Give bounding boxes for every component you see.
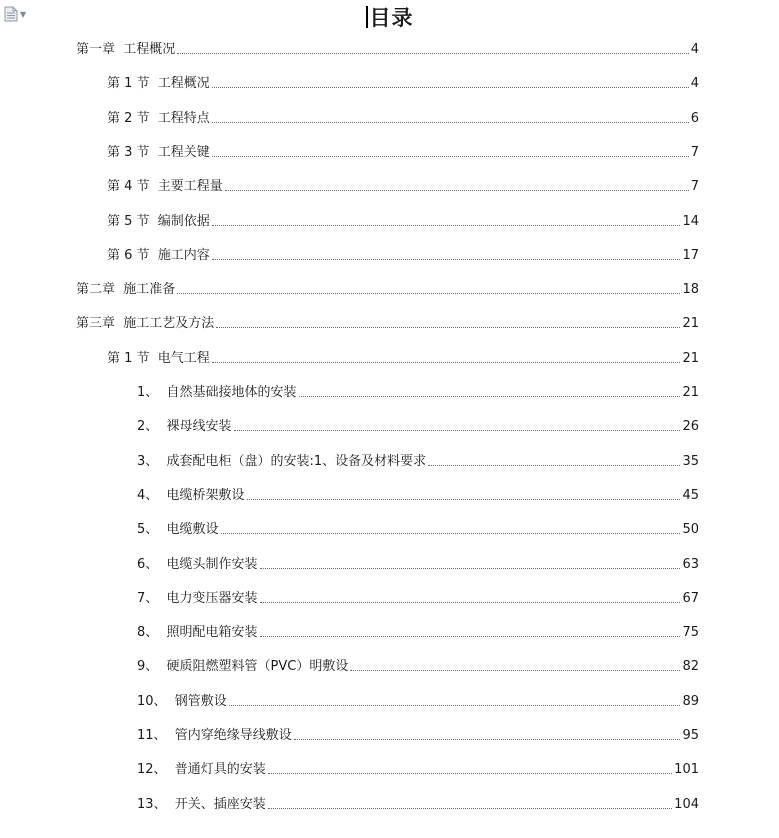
toc-dot-leader	[260, 568, 681, 569]
page-title: 目录	[369, 5, 414, 30]
toc-entry-label: 3、 成套配电柜（盘）的安装:1、设备及材料要求	[137, 453, 427, 469]
toc-entry-page-number: 50	[682, 522, 699, 538]
toc-dot-leader	[177, 293, 680, 294]
toc-entry-label: 5、 电缆敷设	[137, 522, 219, 538]
toc-entry-label: 6、 电缆头制作安装	[137, 556, 258, 572]
toc-entry-page-number: 4	[690, 42, 699, 57]
toc-entry[interactable]	[137, 415, 699, 435]
toc-entry-label: 第一章 工程概况	[76, 42, 176, 57]
toc-entry-page-number: 21	[682, 385, 699, 400]
toc-entry[interactable]	[137, 655, 699, 675]
toc-entry-label: 第 6 节 施工内容	[107, 247, 210, 263]
toc-entry[interactable]	[137, 553, 699, 573]
toc-entry-label: 7、 电力变压器安装	[137, 590, 258, 606]
toc-entry-page-number: 17	[682, 247, 699, 263]
toc-entry[interactable]	[137, 724, 699, 744]
toc-dot-leader	[212, 122, 689, 123]
toc-entry[interactable]	[107, 210, 699, 230]
toc-entry-label: 2、 裸母线安装	[137, 419, 232, 435]
toc-dot-leader	[350, 670, 680, 671]
toc-entry-page-number: 82	[682, 659, 699, 675]
toc-entry-label: 8、 照明配电箱安装	[137, 625, 258, 641]
toc-entry[interactable]	[76, 38, 699, 58]
toc-entry[interactable]	[137, 793, 699, 813]
toc-entry[interactable]	[107, 72, 699, 92]
toc-entry-page-number: 95	[682, 728, 699, 743]
toc-entry[interactable]	[137, 587, 699, 607]
toc-dot-leader	[268, 808, 672, 809]
toc-dot-leader	[212, 362, 681, 363]
toc-entry[interactable]	[137, 690, 699, 710]
toc-dot-leader	[247, 499, 681, 500]
toc-entry-label: 13、 开关、插座安装	[137, 796, 266, 812]
toc-dot-leader	[225, 190, 689, 191]
toc-entry[interactable]	[76, 278, 699, 298]
toc-entry-label: 第 2 节 工程特点	[107, 110, 210, 126]
toc-entry-page-number: 4	[690, 76, 699, 92]
toc-entry-label: 第 4 节 主要工程量	[107, 179, 223, 195]
toc-entry-page-number: 101	[674, 762, 699, 778]
toc-entry-label: 第 1 节 工程概况	[107, 76, 210, 92]
toc-entry-label: 第 5 节 编制依据	[107, 213, 210, 229]
toc-entry[interactable]	[137, 381, 699, 401]
toc-dot-leader	[268, 773, 672, 774]
toc-entry-label: 第 3 节 工程关键	[107, 144, 210, 160]
toc-entry-label: 9、 硬质阻燃塑料管（PVC）明敷设	[137, 659, 349, 675]
toc-entry[interactable]	[76, 312, 699, 332]
toc-entry-page-number: 7	[690, 144, 699, 160]
toc-dot-leader	[260, 602, 681, 603]
toc-dot-leader	[212, 87, 689, 88]
toc-entry-label: 11、 管内穿绝缘导线敷设	[137, 728, 292, 743]
toc-entry[interactable]	[137, 518, 699, 538]
toc-entry-page-number: 18	[682, 282, 699, 298]
toc-entry[interactable]	[107, 141, 699, 161]
toc-dot-leader	[294, 739, 681, 740]
toc-entry[interactable]	[137, 450, 699, 470]
toc-entry-label: 4、 电缆桥架敷设	[137, 487, 245, 503]
toc-entry[interactable]	[107, 244, 699, 264]
toc-entry-page-number: 45	[682, 487, 699, 503]
toc-entry[interactable]	[107, 347, 699, 367]
toc-entry-page-number: 75	[682, 625, 699, 641]
toc-entry-page-number: 63	[682, 556, 699, 572]
toc-entry-label: 10、 钢管敷设	[137, 693, 227, 709]
toc-entry[interactable]	[137, 484, 699, 504]
toc-entry-page-number: 104	[674, 796, 699, 812]
toc-dot-leader	[212, 259, 681, 260]
toc-entry-label: 1、 自然基础接地体的安装	[137, 385, 297, 400]
toc-entry-page-number: 89	[682, 693, 699, 709]
toc-dot-leader	[212, 156, 689, 157]
toc-entry[interactable]	[107, 107, 699, 127]
toc-entry[interactable]	[137, 621, 699, 641]
toc-entry-page-number: 7	[690, 179, 699, 195]
toc-dot-leader	[216, 327, 680, 328]
toc-entry-label: 第 1 节 电气工程	[107, 350, 210, 366]
chevron-down-icon[interactable]: ▼	[20, 9, 27, 19]
toc-entry-page-number: 35	[682, 453, 699, 469]
toc-dot-leader	[221, 533, 681, 534]
toc-entry-page-number: 67	[682, 590, 699, 606]
toc-dot-leader	[234, 430, 681, 431]
toc-entry-page-number: 6	[690, 110, 699, 126]
toc-entry[interactable]	[107, 175, 699, 195]
toc-dot-leader	[299, 396, 681, 397]
toc-dot-leader	[212, 225, 681, 226]
page-title-row	[0, 2, 779, 32]
toc-entry-label: 第二章 施工准备	[76, 282, 176, 298]
text-cursor	[366, 6, 368, 28]
toc-dot-leader	[260, 636, 681, 637]
toc-dot-leader	[177, 53, 688, 54]
toc-entry-page-number: 21	[682, 350, 699, 366]
toc-entry-page-number: 14	[682, 213, 699, 229]
toc-dot-leader	[428, 465, 680, 466]
toc-entry[interactable]	[137, 758, 699, 778]
toc-entry-label: 第三章 施工工艺及方法	[76, 316, 215, 332]
toc-dot-leader	[229, 705, 681, 706]
toc-entry-page-number: 21	[682, 316, 699, 332]
toc-entry-page-number: 26	[682, 419, 699, 435]
toc-entry-label: 12、 普通灯具的安装	[137, 762, 266, 778]
